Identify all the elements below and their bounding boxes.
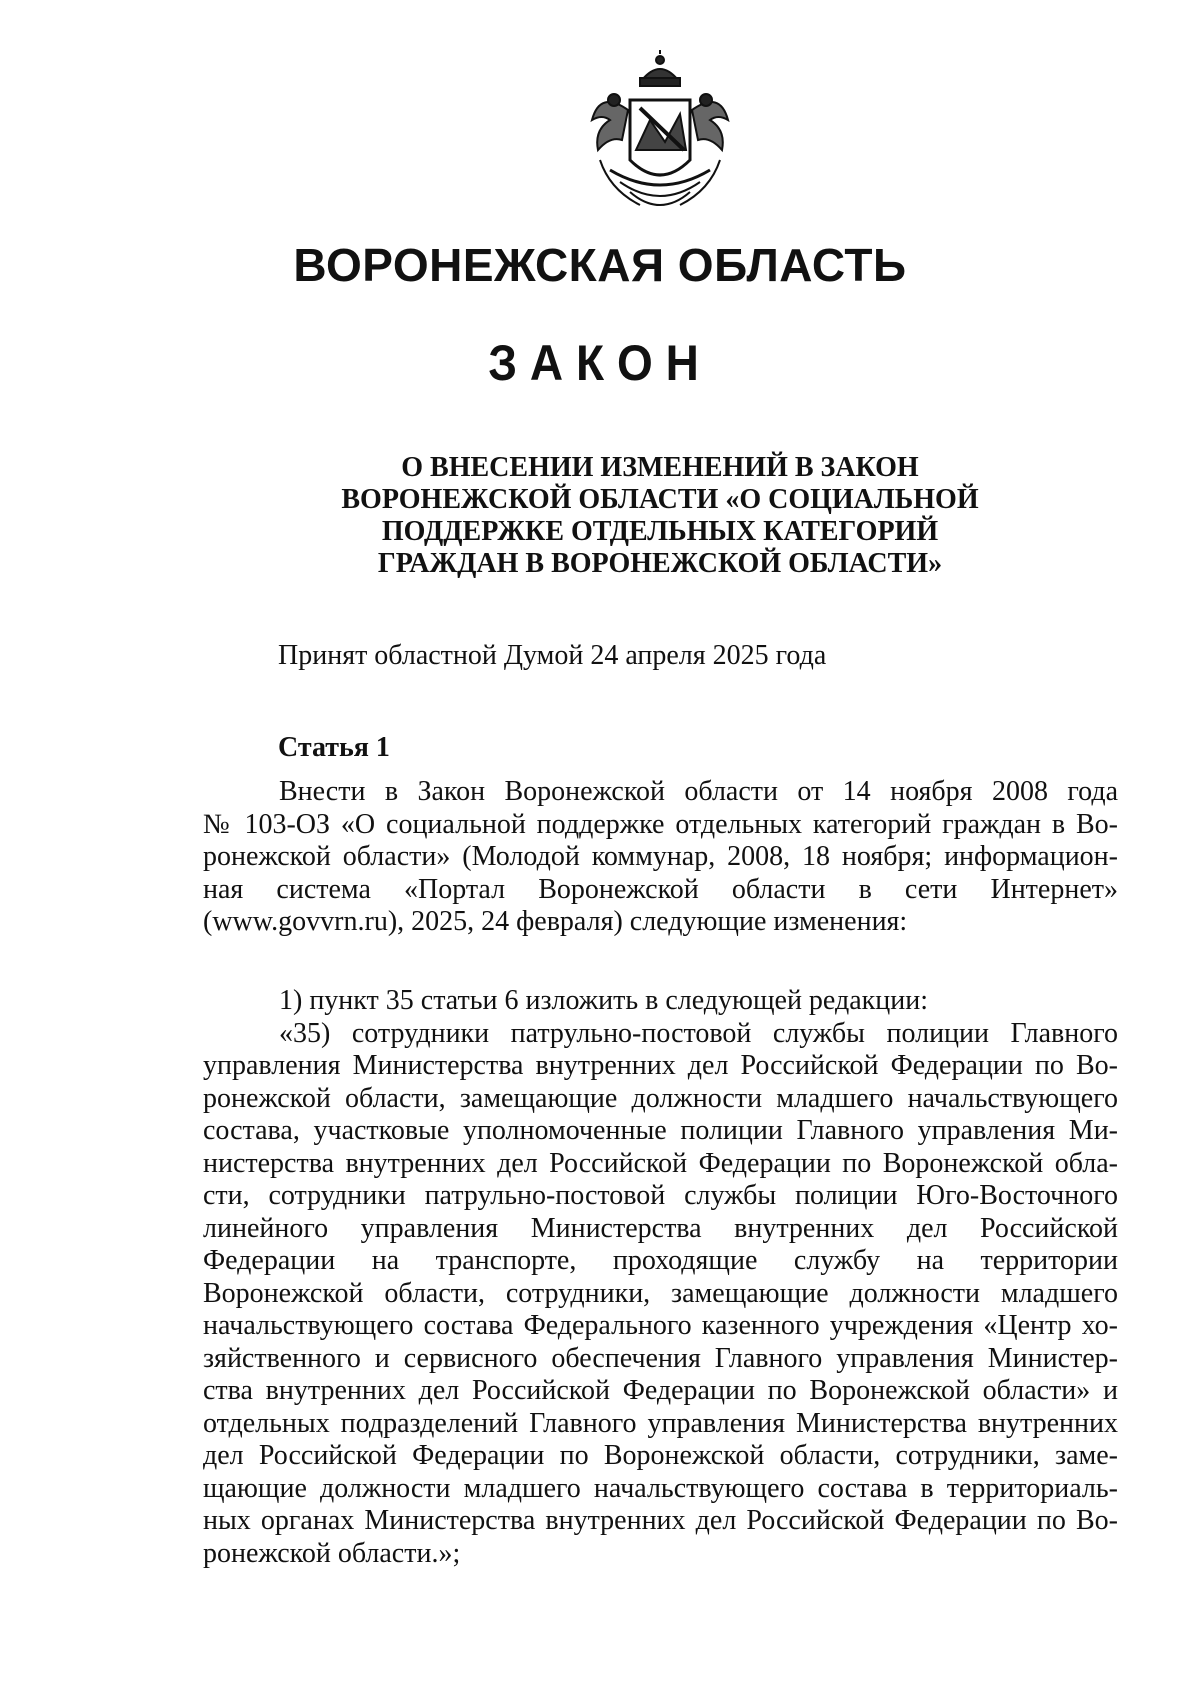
article-item-paragraph bbox=[203, 985, 1118, 1570]
paragraph-line: Федерации на транспорте, проходящие службу на территории bbox=[203, 1245, 1118, 1276]
law-title-line: ПОДДЕРЖКЕ ОТДЕЛЬНЫХ КАТЕГОРИЙ bbox=[381, 516, 939, 547]
paragraph-line: состава, участковые уполномоченные полиции Главного управления Ми- bbox=[203, 1115, 1118, 1146]
paragraph-line: (www.govvrn.ru), 2025, 24 февраля) следующие изменения: bbox=[203, 906, 908, 937]
adoption-date: Принят областной Думой 24 апреля 2025 года bbox=[278, 640, 827, 671]
paragraph-line: 1) пункт 35 статьи 6 изложить в следующей редакции: bbox=[279, 985, 929, 1016]
paragraph-line: № 103-ОЗ «О социальной поддержке отдельных категорий граждан в Во- bbox=[203, 808, 1118, 840]
law-title bbox=[250, 452, 1070, 580]
paragraph-line: нистерства внутренних дел Российской Федерации по Воронежской обла- bbox=[203, 1147, 1118, 1179]
paragraph-line: Воронежской области, сотрудники, замещающие должности младшего bbox=[203, 1277, 1118, 1309]
paragraph-line: зяйственного и сервисного обеспечения Главного управления Министер- bbox=[203, 1342, 1118, 1374]
paragraph-line: ронежской области» (Молодой коммунар, 2008, 18 ноября; информацион- bbox=[203, 841, 1118, 872]
law-title-line: О ВНЕСЕНИИ ИЗМЕНЕНИЙ В ЗАКОН bbox=[401, 452, 919, 483]
paragraph-line: ронежской области.»; bbox=[203, 1537, 461, 1569]
paragraph-line: «35) сотрудники патрульно-постовой службы полиции Главного bbox=[279, 1017, 1118, 1049]
article-intro-paragraph bbox=[203, 776, 1118, 939]
law-title-line: ГРАЖДАН В ВОРОНЕЖСКОЙ ОБЛАСТИ» bbox=[377, 548, 943, 579]
paragraph-line: ства внутренних дел Российской Федерации по Воронежской области» и bbox=[203, 1375, 1118, 1406]
region-heading: ВОРОНЕЖСКАЯ ОБЛАСТЬ bbox=[293, 239, 907, 291]
paragraph-line: ных органах Министерства внутренних дел Российской Федерации по Во- bbox=[203, 1505, 1118, 1536]
paragraph-line: отдельных подразделений Главного управления Министерства внутренних bbox=[203, 1407, 1118, 1439]
law-title-line: ВОРОНЕЖСКОЙ ОБЛАСТИ «О СОЦИАЛЬНОЙ bbox=[341, 484, 979, 515]
paragraph-line: ная система «Портал Воронежской области в сети Интернет» bbox=[203, 873, 1118, 905]
paragraph-line: Внести в Закон Воронежской области от 14 ноября 2008 года bbox=[279, 776, 1118, 807]
paragraph-line: щающие должности младшего начальствующего состава в территориаль- bbox=[203, 1472, 1118, 1504]
paragraph-line: ронежской области, замещающие должности младшего начальствующего bbox=[203, 1082, 1118, 1114]
paragraph-line: линейного управления Министерства внутренних дел Российской bbox=[203, 1212, 1118, 1244]
document-type-heading: ЗАКОН bbox=[488, 335, 712, 391]
paragraph-line: управления Министерства внутренних дел Российской Федерации по Во- bbox=[203, 1050, 1118, 1081]
article-heading: Статья 1 bbox=[278, 732, 390, 763]
coat-of-arms-icon bbox=[580, 50, 740, 220]
paragraph-line: сти, сотрудники патрульно-постовой службы полиции Юго-Восточного bbox=[203, 1180, 1118, 1211]
paragraph-line: дел Российской Федерации по Воронежской области, сотрудники, заме- bbox=[203, 1440, 1118, 1471]
paragraph-line: начальствующего состава Федерального казенного учреждения «Центр хо- bbox=[203, 1310, 1118, 1341]
